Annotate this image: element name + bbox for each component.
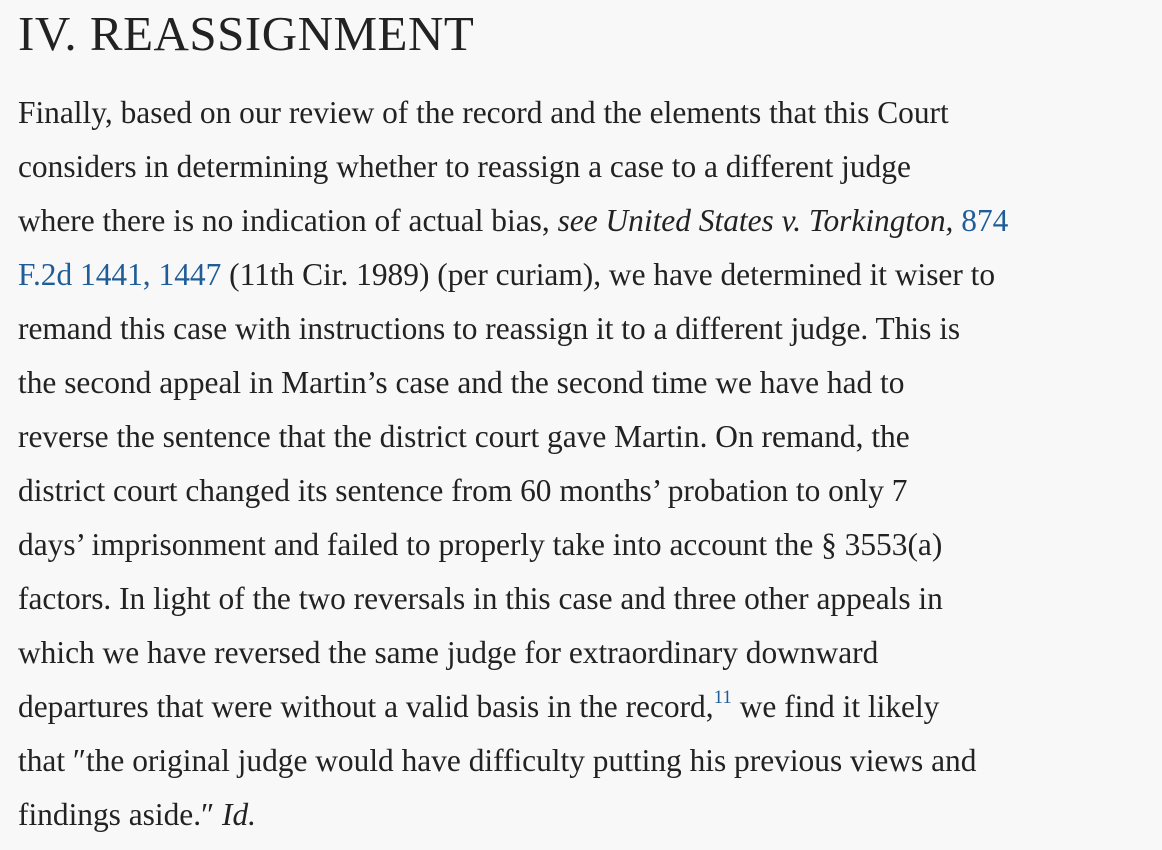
- paragraph-text: (11th Cir. 1989) (per curiam), we have determined it wiser to: [221, 257, 996, 292]
- paragraph-line: reverse the sentence that the district court gave Martin. On remand, the: [18, 419, 910, 454]
- paragraph-text: where there is no indication of actual bias,: [18, 203, 558, 238]
- paragraph-line: [18, 788, 1144, 842]
- paragraph-text: findings aside.″: [18, 797, 223, 832]
- paragraph-line: the second appeal in Martin’s case and the second time we have had to: [18, 365, 905, 400]
- paragraph-line: considers in determining whether to reassign a case to a different judge: [18, 149, 911, 184]
- paragraph-line: that ″the original judge would have difficulty putting his previous views and: [18, 743, 977, 778]
- paragraph-line: days’ imprisonment and failed to properly take into account the § 3553(a): [18, 527, 943, 562]
- case-citation: see United States v. Torkington,: [557, 203, 954, 238]
- opinion-paragraph: [18, 86, 1144, 842]
- reporter-citation-link-continued[interactable]: F.2d 1441, 1447: [18, 257, 222, 292]
- paragraph-text: departures that were without a valid basis in the record,: [18, 689, 714, 724]
- id-citation: Id.: [222, 797, 257, 832]
- section-heading: IV. REASSIGNMENT: [18, 6, 475, 61]
- paragraph-line: remand this case with instructions to reassign it to a different judge. This is: [18, 311, 961, 346]
- paragraph-line: [18, 248, 1144, 302]
- reporter-citation-link[interactable]: 874: [961, 203, 1009, 238]
- paragraph-line: [18, 194, 1144, 248]
- paragraph-line: district court changed its sentence from 60 months’ probation to only 7: [18, 473, 908, 508]
- paragraph-text: we find it likely: [731, 689, 940, 724]
- paragraph-line: Finally, based on our review of the record and the elements that this Court: [18, 95, 949, 130]
- paragraph-line: [18, 680, 1144, 734]
- paragraph-line: factors. In light of the two reversals in this case and three other appeals in: [18, 581, 943, 616]
- footnote-link[interactable]: 11: [713, 687, 732, 708]
- paragraph-line: which we have reversed the same judge for extraordinary downward: [18, 635, 879, 670]
